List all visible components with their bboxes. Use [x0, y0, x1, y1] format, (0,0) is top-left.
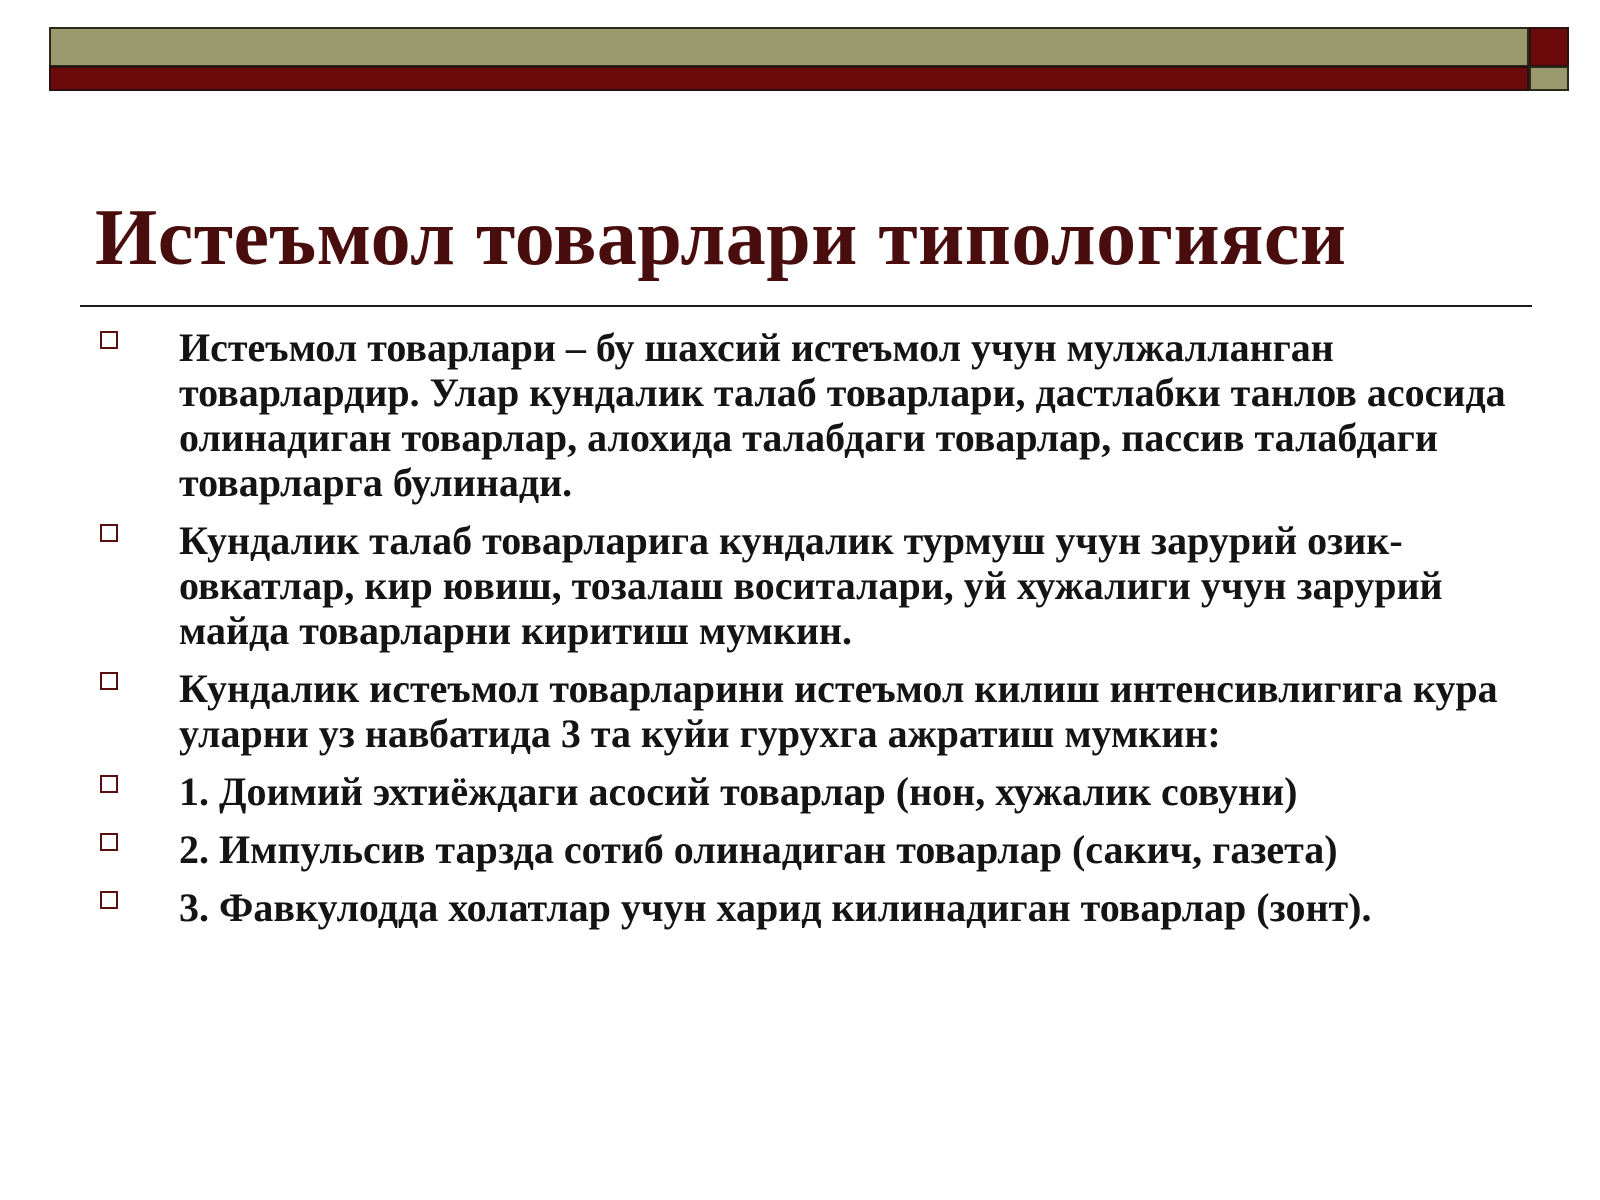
square-bullet-icon: [100, 331, 118, 349]
bullet-item: [96, 885, 1536, 930]
bullet-text: 3. Фавкулодда холатлар учун харид килинадиган товарлар (зонт).: [179, 885, 1372, 930]
title-divider: [80, 305, 1532, 307]
bullet-item: [96, 769, 1536, 814]
bullet-item: [96, 666, 1536, 756]
bullet-text: Истеъмол товарлари – бу шахсий истеъмол учун мулжалланган товарлардир. Улар кундалик талаб товарлари, дастлабки танлов асосида олинадиган товарлар, алохида талабдаги товарлар, пассив талабдаги товарларга булинади.: [179, 325, 1506, 505]
square-bullet-icon: [100, 672, 118, 690]
header-bar-olive: [49, 27, 1529, 67]
bullet-item: [96, 827, 1536, 872]
header-square-red: [1529, 27, 1569, 67]
header-square-olive: [1529, 66, 1569, 91]
square-bullet-icon: [100, 524, 118, 542]
square-bullet-icon: [100, 775, 118, 793]
bullet-text: 2. Импульсив тарзда сотиб олинадиган товарлар (сакич, газета): [179, 827, 1338, 872]
bullet-item: [96, 325, 1536, 505]
square-bullet-icon: [100, 833, 118, 851]
bullet-text: Кундалик истеъмол товарларини истеъмол килиш интенсивлигига кура уларни уз навбатида 3 та куйи гурухга ажратиш мумкин:: [179, 666, 1498, 756]
header-bar-red: [49, 66, 1529, 91]
bullet-list: [96, 325, 1536, 943]
slide-title: Истеъмол товарлари типологияси: [95, 194, 1347, 282]
square-bullet-icon: [100, 891, 118, 909]
bullet-text: 1. Доимий эхтиёждаги асосий товарлар (нон, хужалик совуни): [179, 769, 1298, 814]
bullet-text: Кундалик талаб товарларига кундалик турмуш учун зарурий озик-овкатлар, кир ювиш, тозалаш воситалари, уй хужалиги учун зарурий майда товарларни киритиш мумкин.: [179, 518, 1443, 653]
bullet-item: [96, 518, 1536, 653]
